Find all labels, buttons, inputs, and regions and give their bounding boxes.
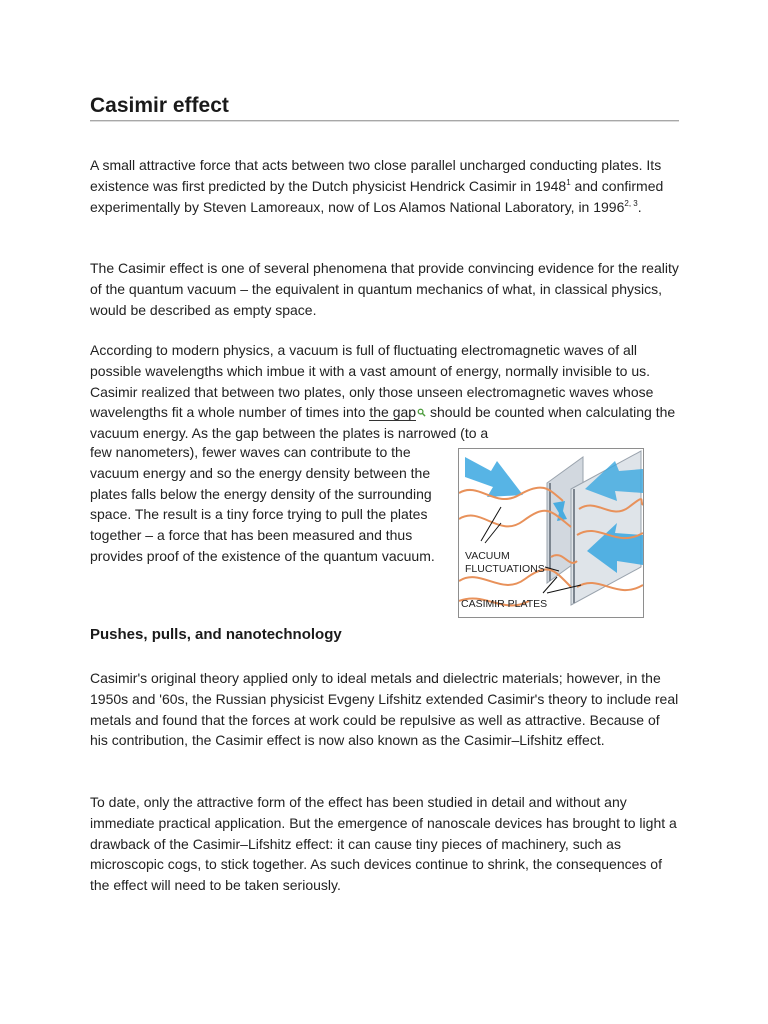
nanotechnology-paragraph: To date, only the attractive form of the effect has been studied in detail and without any immediate practical application. But the emergence of nanoscale devices has brought to light a drawback of the Casimir–Lifshitz effect: it can cause tiny pieces of machinery, such as microscopic cogs, to stick together. As such devices continue to shrink, the consequences of the effect will need to be taken seriously. — [90, 794, 677, 894]
intro-paragraph — [90, 155, 680, 217]
modern-physics-paragraph — [90, 340, 680, 444]
intro-text-2: and confirmed experimentally by Steven Lamoreaux, now of Los Alamos National Laboratory, in 1996 — [90, 177, 664, 215]
modern-physics-text-1: According to modern physics, a vacuum is full of fluctuating electromagnetic waves of all possible wavelengths which imbue it with a vast amount of energy, normally invisible to us. Casimir realized that between two plates, only those unseen electromagnetic waves whose wavelengths fit a whole number of times into — [90, 342, 654, 421]
the-gap-link[interactable]: the gap — [369, 404, 417, 421]
quantum-vacuum-paragraph: The Casimir effect is one of several phenomena that provide convincing evidence for the reality of the quantum vacuum – the equivalent in quantum mechanics of what, in classical physics, would be described as empty space. — [90, 260, 679, 318]
footnote-ref-2-3[interactable]: 2, 3 — [624, 198, 638, 208]
label-fluctuations: FLUCTUATIONS — [465, 563, 545, 575]
magnifier-icon[interactable] — [417, 408, 426, 417]
footnote-ref-1[interactable]: 1 — [566, 177, 571, 187]
modern-physics-text-2: should be counted when calculating the vacuum energy. As the gap between the plates is narrowed (to a — [90, 404, 676, 442]
intro-text-1: A small attractive force that acts between two close parallel uncharged conducting plates. Its existence was first predicted by the Dutch physicist Hendrick Casimir in 1948 — [90, 157, 662, 194]
casimir-diagram-svg — [459, 449, 643, 617]
intro-text-3: . — [637, 198, 642, 215]
title-divider — [90, 120, 679, 122]
label-casimir-plates: CASIMIR PLATES — [461, 598, 548, 610]
casimir-diagram — [458, 448, 644, 618]
lifshitz-paragraph: Casimir's original theory applied only to ideal metals and dielectric materials; however, in the 1950s and '60s, the Russian physicist Evgeny Lifshitz extended Casimir's theory to include real metals and found that the forces at work could be repulsive as well as attractive. Because of his contribution, the Casimir effect is now also known as the Casimir–Lifshitz effect. — [90, 670, 679, 749]
section-heading: Pushes, pulls, and nanotechnology — [90, 626, 342, 643]
modern-physics-paragraph-continued: few nanometers), fewer waves can contribute to the vacuum energy and so the energy density between the plates falls below the energy density of the surrounding space. The result is a tiny force trying to pull the plates together – a force that has been measured and thus provides proof of the existence of the quantum vacuum. — [90, 444, 435, 564]
label-vacuum: VACUUM — [465, 550, 510, 562]
page-title: Casimir effect — [90, 94, 229, 117]
pointer-fluct-2 — [485, 523, 501, 543]
